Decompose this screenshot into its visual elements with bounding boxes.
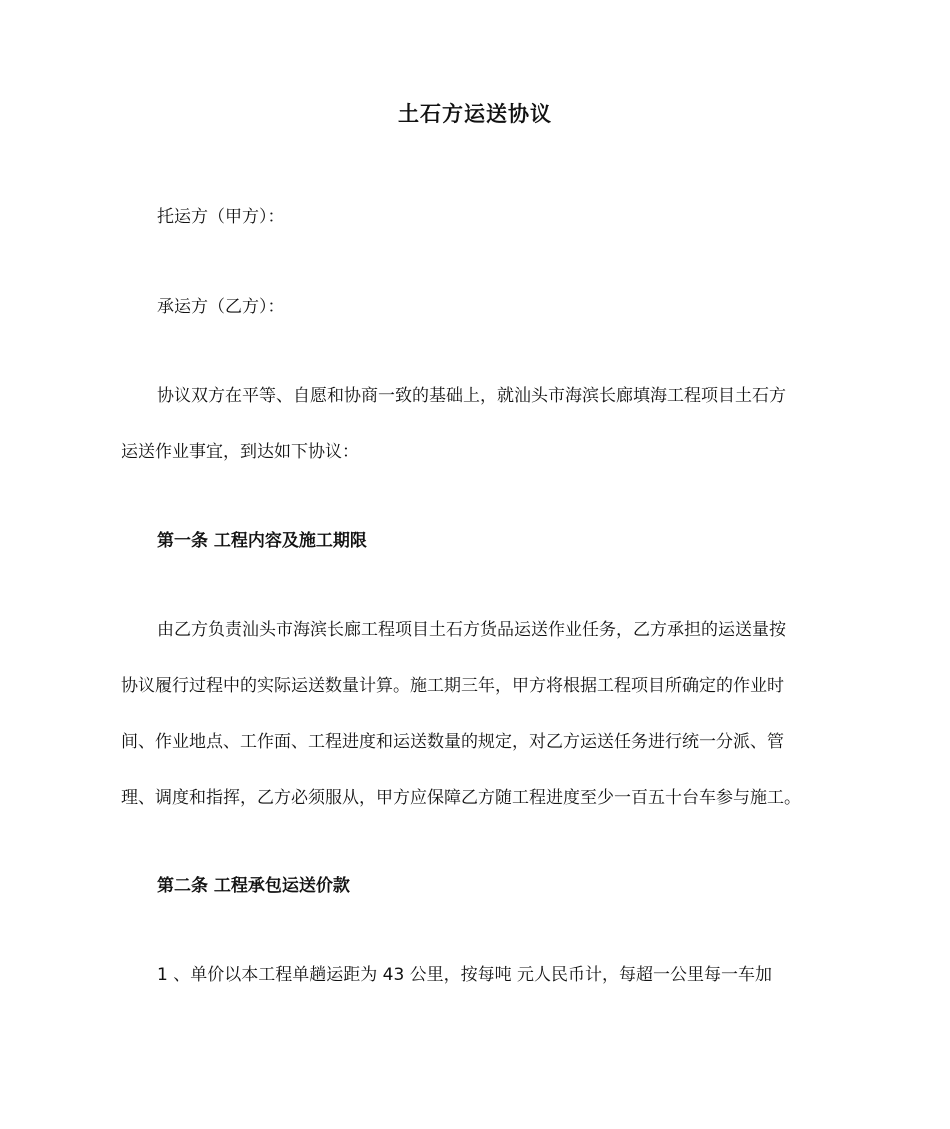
article-1-paragraph-line: 由乙方负责汕头市海滨长廊工程项目土石方货品运送作业任务，乙方承担的运送量按 [157, 620, 786, 640]
document-title: 土石方运送协议 [398, 102, 552, 126]
article-1-heading: 第一条 工程内容及施工期限 [157, 531, 367, 551]
party-b-label: 承运方（乙方）： [157, 297, 285, 317]
article-1-paragraph-line: 协议履行过程中的实际运送数量计算。施工期三年，甲方将根据工程项目所确定的作业时 [121, 676, 784, 696]
article-1-paragraph-line: 间、作业地点、工作面、工程进度和运送数量的规定，对乙方运送任务进行统一分派、管 [121, 732, 784, 752]
article-2-paragraph-line: 1 、单价以本工程单趟运距为 43 公里，按每吨 元人民币计，每超一公里每一车加 [157, 965, 773, 985]
party-a-label: 托运方（甲方）： [157, 207, 285, 227]
article-2-heading: 第二条 工程承包运送价款 [157, 876, 350, 896]
article-1-paragraph-line: 理、调度和指挥，乙方必须服从，甲方应保障乙方随工程进度至少一百五十台车参与施工。 [121, 788, 801, 808]
intro-paragraph-line: 协议双方在平等、自愿和协商一致的基础上，就汕头市海滨长廊填海工程项目土石方 [157, 386, 786, 406]
intro-paragraph-line: 运送作业事宜，到达如下协议： [121, 442, 359, 462]
